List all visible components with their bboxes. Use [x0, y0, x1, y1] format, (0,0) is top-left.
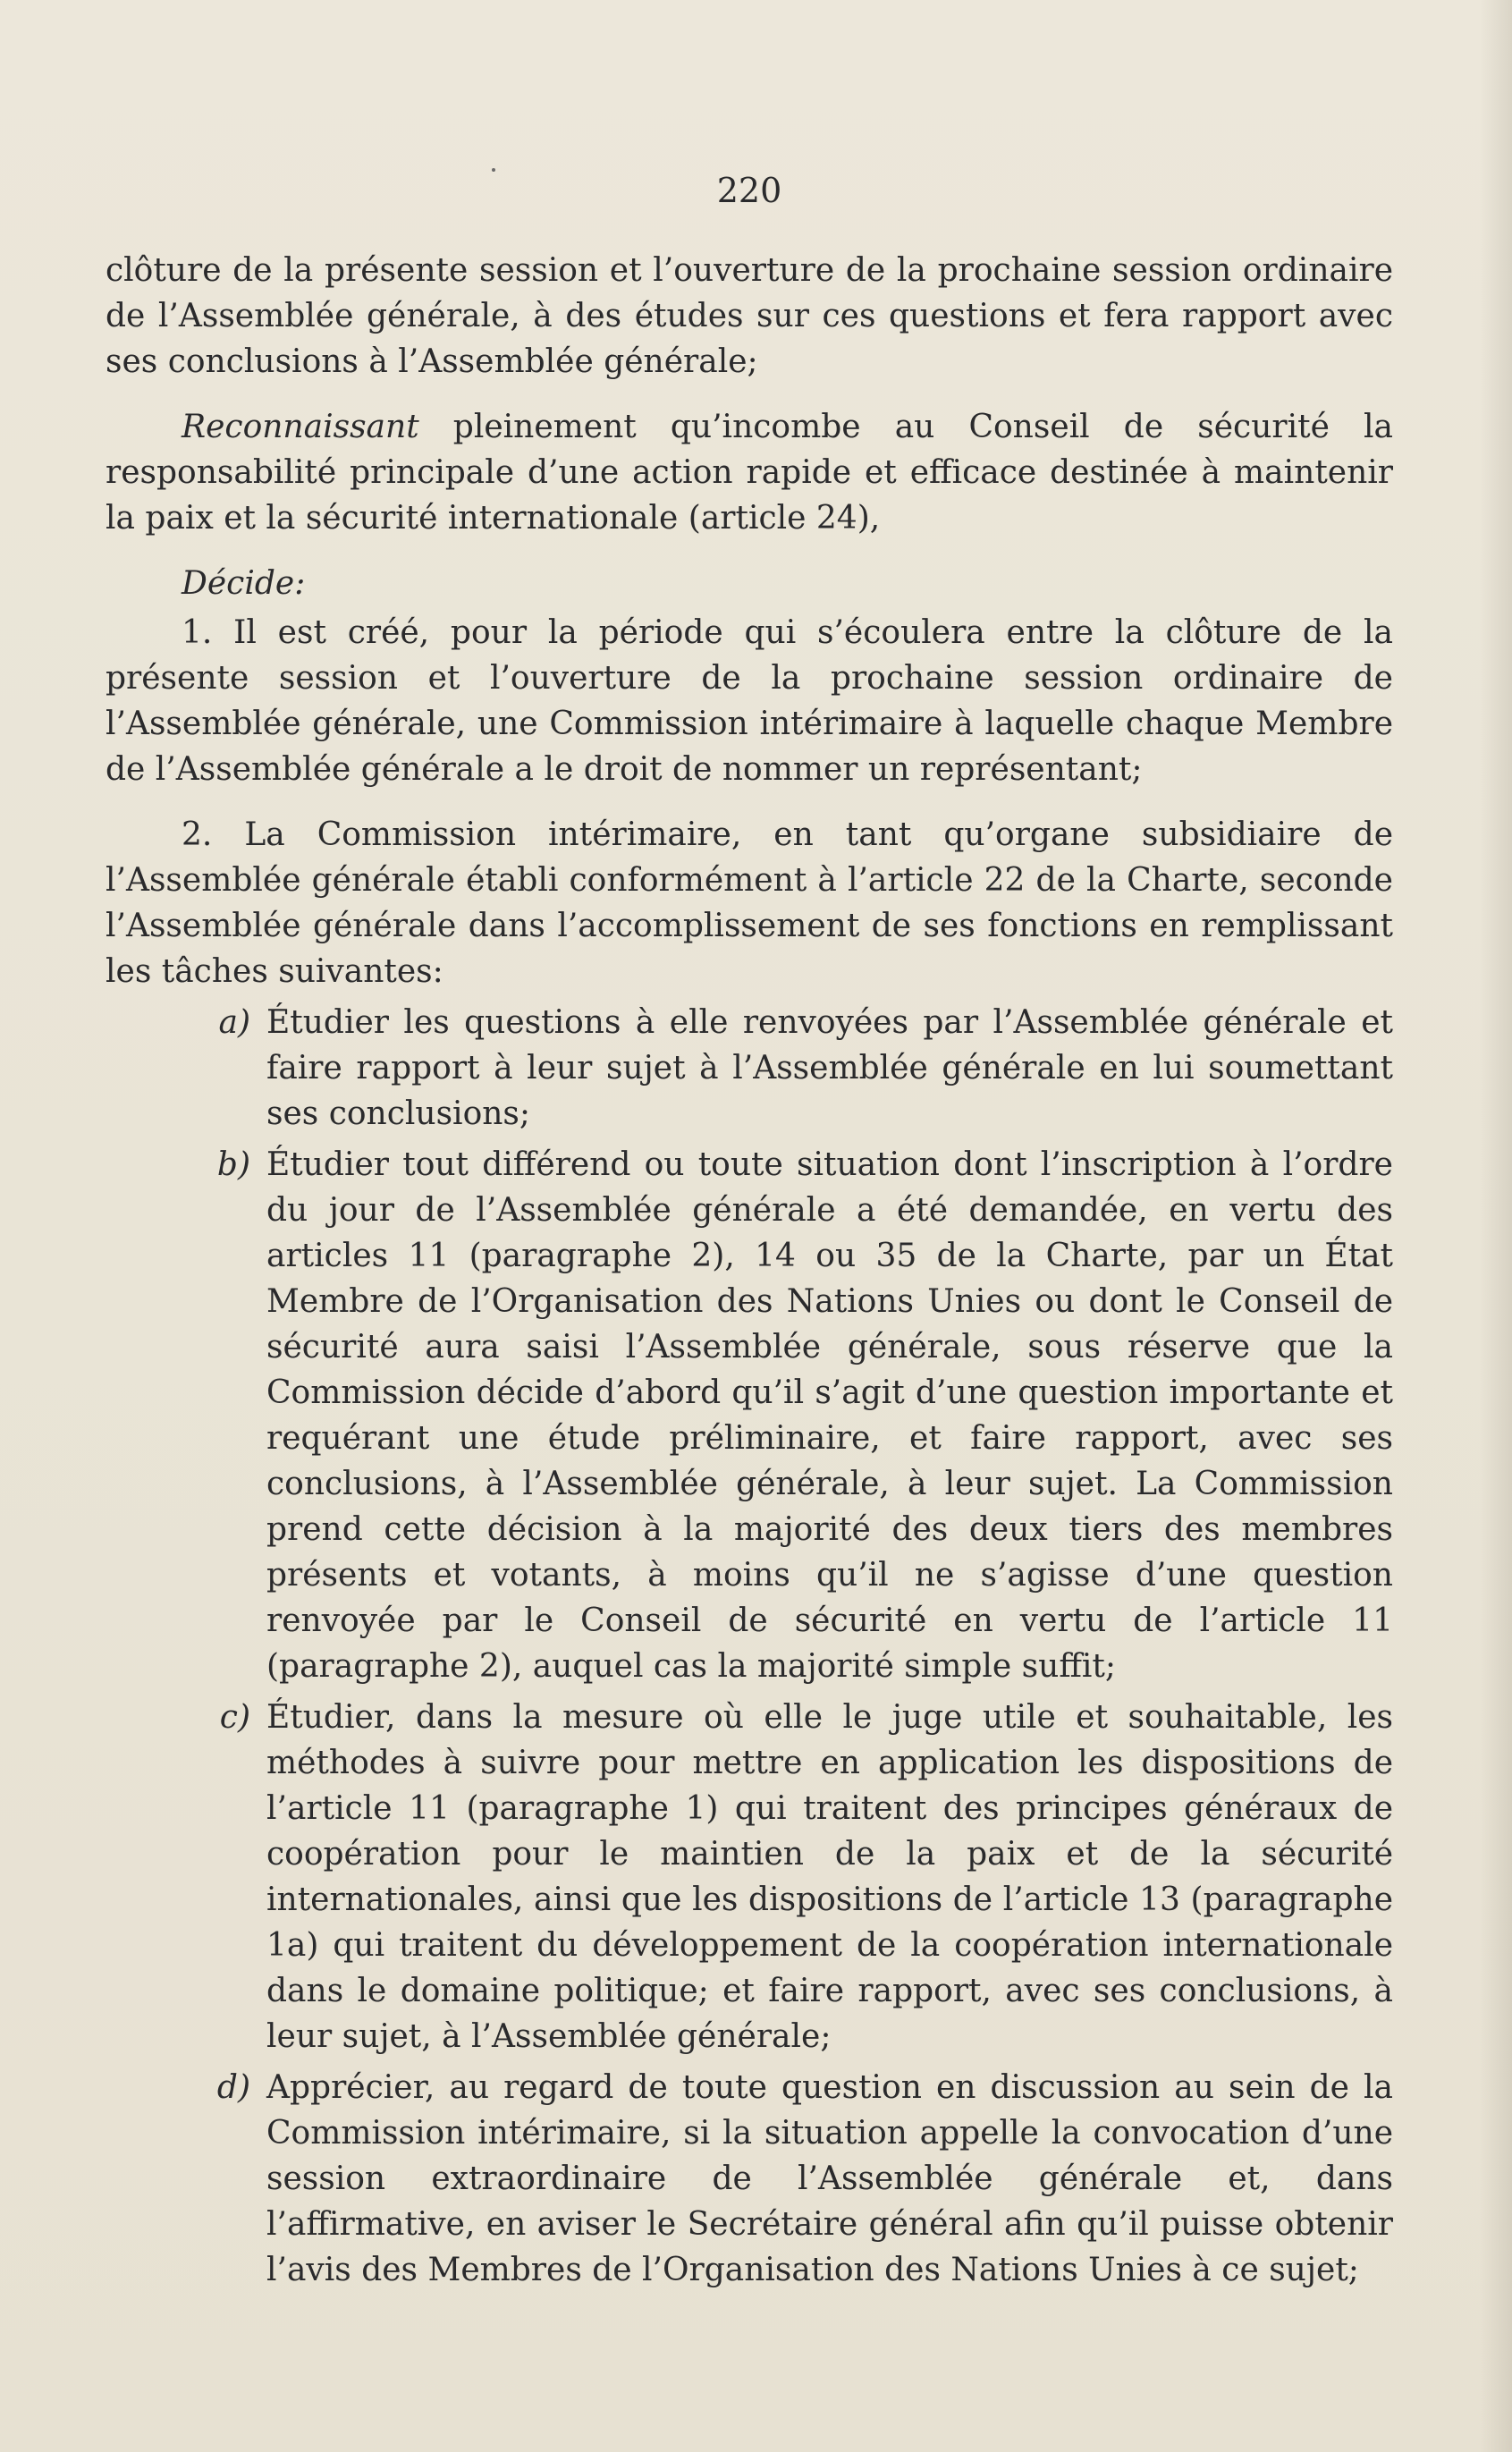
paragraph-point-2: 2. La Commission intérimaire, en tant qu’organe subsidiaire de l’Assemblée générale établi conformément à l’article 22 de la Charte, seconde l’Assemblée générale dans l’accomplissement de ses fonctions en remplissant les tâches suivantes:: [106, 816, 1393, 990]
list-item-text: Étudier tout différend ou toute situation dont l’inscription à l’ordre du jour de l’Assemblée générale a été demandée, en vertu des articles 11 (paragraphe 2), 14 ou 35 de la Charte, par un État Membre de l’Organisation des Nations Unies ou dont le Conseil de sécurité aura saisi l’Assemblée générale, sous réserve que la Commission décide d’abord qu’il s’agit d’une question importante et requérant une étude préliminaire, et faire rapport, avec ses conclusions, à l’Assemblée générale, à leur sujet. La Commission prend cette décision à la majorité des deux tiers des membres présents et votants, à moins qu’il ne s’agisse d’une question renvoyée par le Conseil de sécurité en vertu de l’article 11 (paragraphe 2), auquel cas la majorité simple suffit;: [266, 1146, 1393, 1685]
paragraph-continuation: clôture de la présente session et l’ouverture de la prochaine session ordinaire de l’Assemblée générale, à des études sur ces questions et fera rapport avec ses conclusions à l’Assemblée générale;: [106, 252, 1393, 380]
page-content: [106, 152, 1393, 2293]
paragraph-point-1: 1. Il est créé, pour la période qui s’écoulera entre la clôture de la présente session et l’ouverture de la prochaine session ordinaire de l’Assemblée générale, une Commission intérimaire à laquelle chaque Membre de l’Assemblée générale a le droit de nommer un représentant;: [106, 614, 1393, 788]
list-item-letter: b): [216, 1146, 250, 1183]
list-item-letter: d): [216, 2069, 250, 2106]
decides-heading: Décide:: [182, 565, 306, 602]
reconnaissant-lead: Reconnaissant: [182, 409, 419, 445]
list-item-d: [106, 2065, 1393, 2293]
paragraph-reconnaissant: [106, 404, 1393, 541]
list-item-letter: a): [218, 1004, 250, 1041]
reconnaissant-text: pleinement qu’incombe au Conseil de sécurité la responsabilité principale d’une action rapide et efficace destinée à maintenir la paix et la sécurité internationale (article 24),: [106, 409, 1393, 537]
list-item-b: [106, 1142, 1393, 1689]
list-item-a: [106, 1000, 1393, 1137]
list-item-letter: c): [219, 1699, 250, 1736]
list-item-text: Apprécier, au regard de toute question en discussion au sein de la Commission intérimaire, si la situation appelle la convocation d’une session extraordinaire de l’Assemblée générale et, dans l’affirmative, en aviser le Secrétaire général afin qu’il puisse obtenir l’avis des Membres de l’Organisation des Nations Unies à ce sujet;: [266, 2069, 1393, 2288]
list-item-text: Étudier, dans la mesure où elle le juge utile et souhaitable, les méthodes à suivre pour mettre en application les dispositions de l’article 11 (paragraphe 1) qui traitent des principes généraux de coopération pour le maintien de la paix et de la sécurité internationales, ainsi que les dispositions de l’article 13 (paragraphe 1a) qui traitent du développement de la coopération internationale dans le domaine politique; et faire rapport, avec ses conclusions, à leur sujet, à l’Assemblée générale;: [266, 1699, 1393, 2055]
list-item-c: [106, 1695, 1393, 2059]
page-number: 220: [716, 171, 782, 210]
list-item-text: Étudier les questions à elle renvoyées par l’Assemblée générale et faire rapport à leur sujet à l’Assemblée générale en lui soumettant ses conclusions;: [266, 1004, 1393, 1132]
scan-edge-shadow: [1480, 0, 1512, 2452]
